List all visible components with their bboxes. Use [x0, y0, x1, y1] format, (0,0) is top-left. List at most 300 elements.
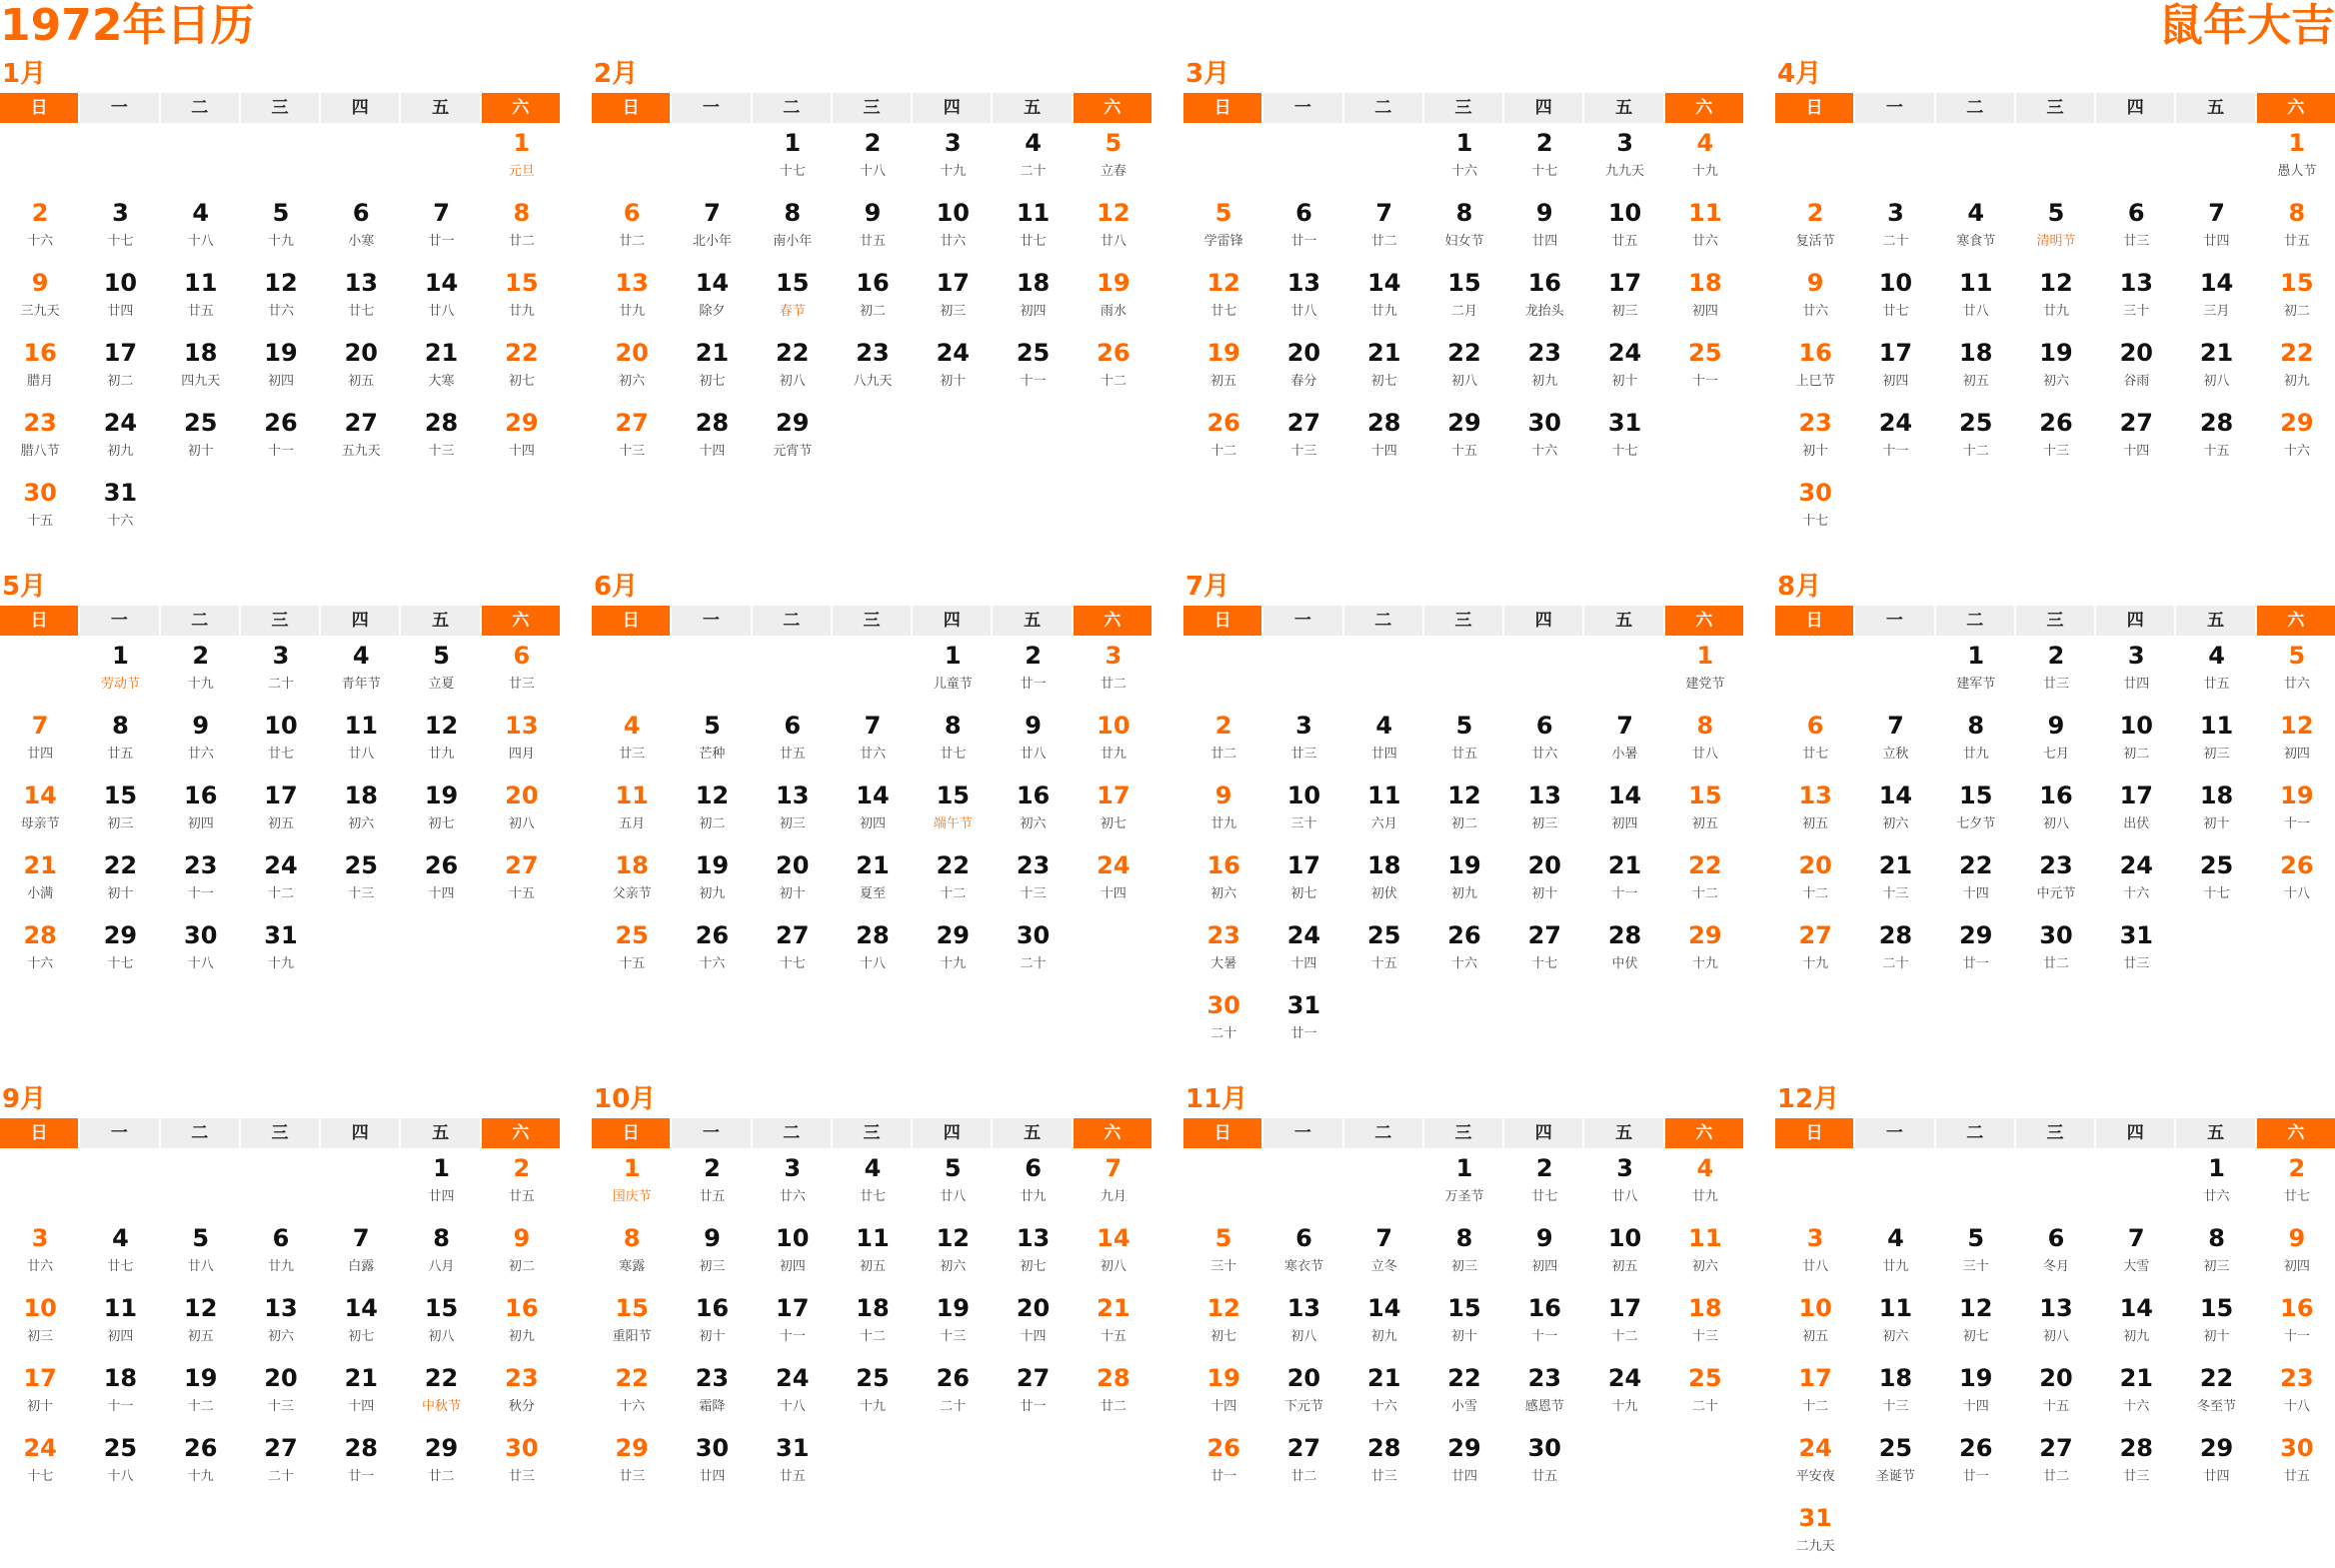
day-cell[interactable] — [1584, 1358, 1664, 1428]
day-cell[interactable] — [1504, 333, 1584, 403]
day-cell[interactable] — [2176, 776, 2256, 845]
day-cell[interactable] — [1424, 403, 1504, 473]
day-cell[interactable] — [401, 706, 481, 776]
day-cell[interactable] — [2176, 706, 2256, 776]
day-cell[interactable] — [2257, 1358, 2335, 1428]
day-cell[interactable] — [1775, 776, 1855, 845]
day-cell[interactable] — [161, 845, 241, 915]
day-cell[interactable] — [1074, 123, 1154, 193]
day-cell[interactable] — [1344, 403, 1424, 473]
day-cell[interactable] — [161, 706, 241, 776]
day-cell[interactable] — [1074, 1358, 1154, 1428]
day-cell[interactable] — [1936, 776, 2016, 845]
day-cell[interactable] — [833, 845, 913, 915]
day-cell[interactable] — [0, 1288, 80, 1358]
day-cell[interactable] — [1665, 776, 1745, 845]
day-cell[interactable] — [913, 123, 993, 193]
day-cell[interactable] — [592, 1288, 672, 1358]
day-cell[interactable] — [241, 1358, 321, 1428]
day-cell[interactable] — [592, 1148, 672, 1218]
day-cell[interactable] — [2096, 1218, 2176, 1288]
day-cell[interactable] — [1775, 193, 1855, 263]
day-cell[interactable] — [321, 776, 401, 845]
day-cell[interactable] — [2176, 1288, 2256, 1358]
day-cell[interactable] — [1263, 1218, 1343, 1288]
day-cell[interactable] — [1775, 1288, 1855, 1358]
day-cell[interactable] — [913, 333, 993, 403]
day-cell[interactable] — [1074, 1288, 1154, 1358]
day-cell[interactable] — [321, 403, 401, 473]
day-cell[interactable] — [1074, 1148, 1154, 1218]
day-cell[interactable] — [2096, 776, 2176, 845]
day-cell[interactable] — [1504, 1428, 1584, 1498]
day-cell[interactable] — [2016, 1428, 2096, 1498]
day-cell[interactable] — [1665, 123, 1745, 193]
day-cell[interactable] — [1584, 1288, 1664, 1358]
day-cell[interactable] — [1344, 915, 1424, 985]
day-cell[interactable] — [1183, 985, 1263, 1055]
day-cell[interactable] — [1665, 636, 1745, 706]
day-cell[interactable] — [241, 193, 321, 263]
day-cell[interactable] — [753, 1218, 833, 1288]
day-cell[interactable] — [1424, 1358, 1504, 1428]
day-cell[interactable] — [241, 706, 321, 776]
day-cell[interactable] — [482, 636, 562, 706]
day-cell[interactable] — [1775, 1218, 1855, 1288]
day-cell[interactable] — [161, 1428, 241, 1498]
day-cell[interactable] — [1263, 403, 1343, 473]
day-cell[interactable] — [0, 193, 80, 263]
day-cell[interactable] — [1936, 706, 2016, 776]
day-cell[interactable] — [753, 333, 833, 403]
day-cell[interactable] — [2176, 263, 2256, 333]
day-cell[interactable] — [401, 1218, 481, 1288]
day-cell[interactable] — [2016, 403, 2096, 473]
day-cell[interactable] — [672, 333, 752, 403]
day-cell[interactable] — [1855, 1358, 1935, 1428]
day-cell[interactable] — [1074, 1218, 1154, 1288]
day-cell[interactable] — [2257, 263, 2335, 333]
day-cell[interactable] — [401, 776, 481, 845]
day-cell[interactable] — [1074, 636, 1154, 706]
day-cell[interactable] — [241, 333, 321, 403]
day-cell[interactable] — [1074, 845, 1154, 915]
day-cell[interactable] — [833, 1358, 913, 1428]
day-cell[interactable] — [1183, 403, 1263, 473]
day-cell[interactable] — [2016, 193, 2096, 263]
day-cell[interactable] — [1665, 706, 1745, 776]
day-cell[interactable] — [1775, 473, 1855, 543]
day-cell[interactable] — [2096, 915, 2176, 985]
day-cell[interactable] — [1344, 845, 1424, 915]
day-cell[interactable] — [1584, 845, 1664, 915]
day-cell[interactable] — [1665, 1358, 1745, 1428]
day-cell[interactable] — [80, 845, 160, 915]
day-cell[interactable] — [241, 776, 321, 845]
day-cell[interactable] — [913, 845, 993, 915]
day-cell[interactable] — [1775, 1428, 1855, 1498]
day-cell[interactable] — [672, 776, 752, 845]
day-cell[interactable] — [482, 1148, 562, 1218]
day-cell[interactable] — [913, 263, 993, 333]
day-cell[interactable] — [913, 1148, 993, 1218]
day-cell[interactable] — [833, 1148, 913, 1218]
day-cell[interactable] — [1344, 333, 1424, 403]
day-cell[interactable] — [1183, 706, 1263, 776]
day-cell[interactable] — [1775, 263, 1855, 333]
day-cell[interactable] — [1424, 915, 1504, 985]
day-cell[interactable] — [1665, 1288, 1745, 1358]
day-cell[interactable] — [592, 706, 672, 776]
day-cell[interactable] — [1424, 263, 1504, 333]
day-cell[interactable] — [993, 915, 1073, 985]
day-cell[interactable] — [2096, 263, 2176, 333]
day-cell[interactable] — [2096, 845, 2176, 915]
day-cell[interactable] — [672, 1428, 752, 1498]
day-cell[interactable] — [1504, 1218, 1584, 1288]
day-cell[interactable] — [753, 845, 833, 915]
day-cell[interactable] — [2257, 1218, 2335, 1288]
day-cell[interactable] — [1584, 776, 1664, 845]
day-cell[interactable] — [1936, 1288, 2016, 1358]
day-cell[interactable] — [1424, 1288, 1504, 1358]
day-cell[interactable] — [482, 193, 562, 263]
day-cell[interactable] — [321, 263, 401, 333]
day-cell[interactable] — [2257, 193, 2335, 263]
day-cell[interactable] — [993, 1148, 1073, 1218]
day-cell[interactable] — [2096, 1428, 2176, 1498]
day-cell[interactable] — [1344, 1428, 1424, 1498]
day-cell[interactable] — [1775, 915, 1855, 985]
day-cell[interactable] — [321, 1288, 401, 1358]
day-cell[interactable] — [2096, 1288, 2176, 1358]
day-cell[interactable] — [1344, 776, 1424, 845]
day-cell[interactable] — [672, 915, 752, 985]
day-cell[interactable] — [1424, 706, 1504, 776]
day-cell[interactable] — [0, 333, 80, 403]
day-cell[interactable] — [753, 263, 833, 333]
day-cell[interactable] — [833, 1288, 913, 1358]
day-cell[interactable] — [1504, 1148, 1584, 1218]
day-cell[interactable] — [0, 776, 80, 845]
day-cell[interactable] — [401, 1288, 481, 1358]
day-cell[interactable] — [0, 845, 80, 915]
day-cell[interactable] — [993, 776, 1073, 845]
day-cell[interactable] — [0, 1358, 80, 1428]
day-cell[interactable] — [1183, 776, 1263, 845]
day-cell[interactable] — [833, 263, 913, 333]
day-cell[interactable] — [0, 1218, 80, 1288]
day-cell[interactable] — [482, 1218, 562, 1288]
day-cell[interactable] — [2016, 263, 2096, 333]
day-cell[interactable] — [993, 1288, 1073, 1358]
day-cell[interactable] — [2257, 776, 2335, 845]
day-cell[interactable] — [1936, 403, 2016, 473]
day-cell[interactable] — [1344, 1358, 1424, 1428]
day-cell[interactable] — [1504, 915, 1584, 985]
day-cell[interactable] — [672, 403, 752, 473]
day-cell[interactable] — [2176, 1218, 2256, 1288]
day-cell[interactable] — [1855, 333, 1935, 403]
day-cell[interactable] — [1584, 1218, 1664, 1288]
day-cell[interactable] — [1855, 263, 1935, 333]
day-cell[interactable] — [592, 193, 672, 263]
day-cell[interactable] — [1183, 1288, 1263, 1358]
day-cell[interactable] — [672, 193, 752, 263]
day-cell[interactable] — [321, 706, 401, 776]
day-cell[interactable] — [753, 1288, 833, 1358]
day-cell[interactable] — [1584, 193, 1664, 263]
day-cell[interactable] — [1665, 263, 1745, 333]
day-cell[interactable] — [401, 845, 481, 915]
day-cell[interactable] — [1504, 706, 1584, 776]
day-cell[interactable] — [321, 636, 401, 706]
day-cell[interactable] — [2257, 636, 2335, 706]
day-cell[interactable] — [1344, 706, 1424, 776]
day-cell[interactable] — [1775, 1358, 1855, 1428]
day-cell[interactable] — [482, 706, 562, 776]
day-cell[interactable] — [401, 1148, 481, 1218]
day-cell[interactable] — [2096, 403, 2176, 473]
day-cell[interactable] — [672, 845, 752, 915]
day-cell[interactable] — [161, 915, 241, 985]
day-cell[interactable] — [482, 1428, 562, 1498]
day-cell[interactable] — [0, 403, 80, 473]
day-cell[interactable] — [1665, 1218, 1745, 1288]
day-cell[interactable] — [1424, 1148, 1504, 1218]
day-cell[interactable] — [2176, 845, 2256, 915]
day-cell[interactable] — [592, 1428, 672, 1498]
day-cell[interactable] — [672, 1288, 752, 1358]
day-cell[interactable] — [592, 776, 672, 845]
day-cell[interactable] — [753, 1148, 833, 1218]
day-cell[interactable] — [2176, 333, 2256, 403]
day-cell[interactable] — [1074, 706, 1154, 776]
day-cell[interactable] — [753, 1428, 833, 1498]
day-cell[interactable] — [2016, 636, 2096, 706]
day-cell[interactable] — [80, 1218, 160, 1288]
day-cell[interactable] — [1936, 845, 2016, 915]
day-cell[interactable] — [321, 193, 401, 263]
day-cell[interactable] — [993, 193, 1073, 263]
day-cell[interactable] — [80, 1428, 160, 1498]
day-cell[interactable] — [672, 1358, 752, 1428]
day-cell[interactable] — [482, 403, 562, 473]
day-cell[interactable] — [1855, 1218, 1935, 1288]
day-cell[interactable] — [1584, 403, 1664, 473]
day-cell[interactable] — [241, 1428, 321, 1498]
day-cell[interactable] — [401, 1428, 481, 1498]
day-cell[interactable] — [401, 1358, 481, 1428]
day-cell[interactable] — [833, 706, 913, 776]
day-cell[interactable] — [2257, 706, 2335, 776]
day-cell[interactable] — [2257, 333, 2335, 403]
day-cell[interactable] — [592, 915, 672, 985]
day-cell[interactable] — [1855, 1288, 1935, 1358]
day-cell[interactable] — [241, 1218, 321, 1288]
day-cell[interactable] — [241, 403, 321, 473]
day-cell[interactable] — [1344, 1218, 1424, 1288]
day-cell[interactable] — [482, 123, 562, 193]
day-cell[interactable] — [1775, 845, 1855, 915]
day-cell[interactable] — [401, 636, 481, 706]
day-cell[interactable] — [1424, 776, 1504, 845]
day-cell[interactable] — [2016, 706, 2096, 776]
day-cell[interactable] — [1665, 915, 1745, 985]
day-cell[interactable] — [1183, 915, 1263, 985]
day-cell[interactable] — [80, 1288, 160, 1358]
day-cell[interactable] — [1263, 706, 1343, 776]
day-cell[interactable] — [1424, 1218, 1504, 1288]
day-cell[interactable] — [80, 263, 160, 333]
day-cell[interactable] — [2176, 403, 2256, 473]
day-cell[interactable] — [753, 915, 833, 985]
day-cell[interactable] — [0, 706, 80, 776]
day-cell[interactable] — [482, 845, 562, 915]
day-cell[interactable] — [2096, 193, 2176, 263]
day-cell[interactable] — [993, 1218, 1073, 1288]
day-cell[interactable] — [2176, 636, 2256, 706]
day-cell[interactable] — [1263, 1358, 1343, 1428]
day-cell[interactable] — [993, 1358, 1073, 1428]
day-cell[interactable] — [1936, 636, 2016, 706]
day-cell[interactable] — [482, 1358, 562, 1428]
day-cell[interactable] — [401, 263, 481, 333]
day-cell[interactable] — [1263, 1428, 1343, 1498]
day-cell[interactable] — [833, 193, 913, 263]
day-cell[interactable] — [2257, 123, 2335, 193]
day-cell[interactable] — [1665, 333, 1745, 403]
day-cell[interactable] — [1855, 845, 1935, 915]
day-cell[interactable] — [1504, 193, 1584, 263]
day-cell[interactable] — [241, 845, 321, 915]
day-cell[interactable] — [1504, 845, 1584, 915]
day-cell[interactable] — [1936, 1358, 2016, 1428]
day-cell[interactable] — [1504, 1358, 1584, 1428]
day-cell[interactable] — [1936, 1218, 2016, 1288]
day-cell[interactable] — [0, 915, 80, 985]
day-cell[interactable] — [1074, 263, 1154, 333]
day-cell[interactable] — [1584, 123, 1664, 193]
day-cell[interactable] — [1183, 333, 1263, 403]
day-cell[interactable] — [1665, 1148, 1745, 1218]
day-cell[interactable] — [1936, 193, 2016, 263]
day-cell[interactable] — [672, 263, 752, 333]
day-cell[interactable] — [2176, 1358, 2256, 1428]
day-cell[interactable] — [1424, 1428, 1504, 1498]
day-cell[interactable] — [1183, 1358, 1263, 1428]
day-cell[interactable] — [1936, 333, 2016, 403]
day-cell[interactable] — [1263, 776, 1343, 845]
day-cell[interactable] — [592, 403, 672, 473]
day-cell[interactable] — [1855, 776, 1935, 845]
day-cell[interactable] — [80, 403, 160, 473]
day-cell[interactable] — [993, 333, 1073, 403]
day-cell[interactable] — [80, 473, 160, 543]
day-cell[interactable] — [753, 776, 833, 845]
day-cell[interactable] — [1424, 123, 1504, 193]
day-cell[interactable] — [1424, 193, 1504, 263]
day-cell[interactable] — [321, 1358, 401, 1428]
day-cell[interactable] — [1344, 263, 1424, 333]
day-cell[interactable] — [1584, 706, 1664, 776]
day-cell[interactable] — [913, 1358, 993, 1428]
day-cell[interactable] — [80, 776, 160, 845]
day-cell[interactable] — [2257, 1288, 2335, 1358]
day-cell[interactable] — [2176, 193, 2256, 263]
day-cell[interactable] — [753, 123, 833, 193]
day-cell[interactable] — [753, 193, 833, 263]
day-cell[interactable] — [80, 915, 160, 985]
day-cell[interactable] — [993, 845, 1073, 915]
day-cell[interactable] — [1855, 1428, 1935, 1498]
day-cell[interactable] — [80, 636, 160, 706]
day-cell[interactable] — [913, 1218, 993, 1288]
day-cell[interactable] — [2016, 845, 2096, 915]
day-cell[interactable] — [80, 1358, 160, 1428]
day-cell[interactable] — [2096, 636, 2176, 706]
day-cell[interactable] — [1263, 333, 1343, 403]
day-cell[interactable] — [0, 1428, 80, 1498]
day-cell[interactable] — [482, 776, 562, 845]
day-cell[interactable] — [672, 1148, 752, 1218]
day-cell[interactable] — [401, 333, 481, 403]
day-cell[interactable] — [161, 263, 241, 333]
day-cell[interactable] — [401, 403, 481, 473]
day-cell[interactable] — [913, 1288, 993, 1358]
day-cell[interactable] — [1504, 776, 1584, 845]
day-cell[interactable] — [1183, 263, 1263, 333]
day-cell[interactable] — [161, 1218, 241, 1288]
day-cell[interactable] — [913, 706, 993, 776]
day-cell[interactable] — [1936, 263, 2016, 333]
day-cell[interactable] — [592, 263, 672, 333]
day-cell[interactable] — [80, 193, 160, 263]
day-cell[interactable] — [993, 706, 1073, 776]
day-cell[interactable] — [80, 706, 160, 776]
day-cell[interactable] — [1855, 915, 1935, 985]
day-cell[interactable] — [592, 1218, 672, 1288]
day-cell[interactable] — [2096, 333, 2176, 403]
day-cell[interactable] — [2257, 1148, 2335, 1218]
day-cell[interactable] — [80, 333, 160, 403]
day-cell[interactable] — [161, 1288, 241, 1358]
day-cell[interactable] — [1074, 333, 1154, 403]
day-cell[interactable] — [1424, 845, 1504, 915]
day-cell[interactable] — [1584, 333, 1664, 403]
day-cell[interactable] — [1584, 915, 1664, 985]
day-cell[interactable] — [2016, 1218, 2096, 1288]
day-cell[interactable] — [241, 915, 321, 985]
day-cell[interactable] — [2016, 776, 2096, 845]
day-cell[interactable] — [1584, 1148, 1664, 1218]
day-cell[interactable] — [1936, 915, 2016, 985]
day-cell[interactable] — [1183, 1428, 1263, 1498]
day-cell[interactable] — [993, 123, 1073, 193]
day-cell[interactable] — [913, 915, 993, 985]
day-cell[interactable] — [913, 636, 993, 706]
day-cell[interactable] — [913, 776, 993, 845]
day-cell[interactable] — [833, 123, 913, 193]
day-cell[interactable] — [161, 1358, 241, 1428]
day-cell[interactable] — [993, 636, 1073, 706]
day-cell[interactable] — [321, 1218, 401, 1288]
day-cell[interactable] — [2176, 1148, 2256, 1218]
day-cell[interactable] — [1775, 1498, 1855, 1568]
day-cell[interactable] — [321, 333, 401, 403]
day-cell[interactable] — [753, 403, 833, 473]
day-cell[interactable] — [1263, 845, 1343, 915]
